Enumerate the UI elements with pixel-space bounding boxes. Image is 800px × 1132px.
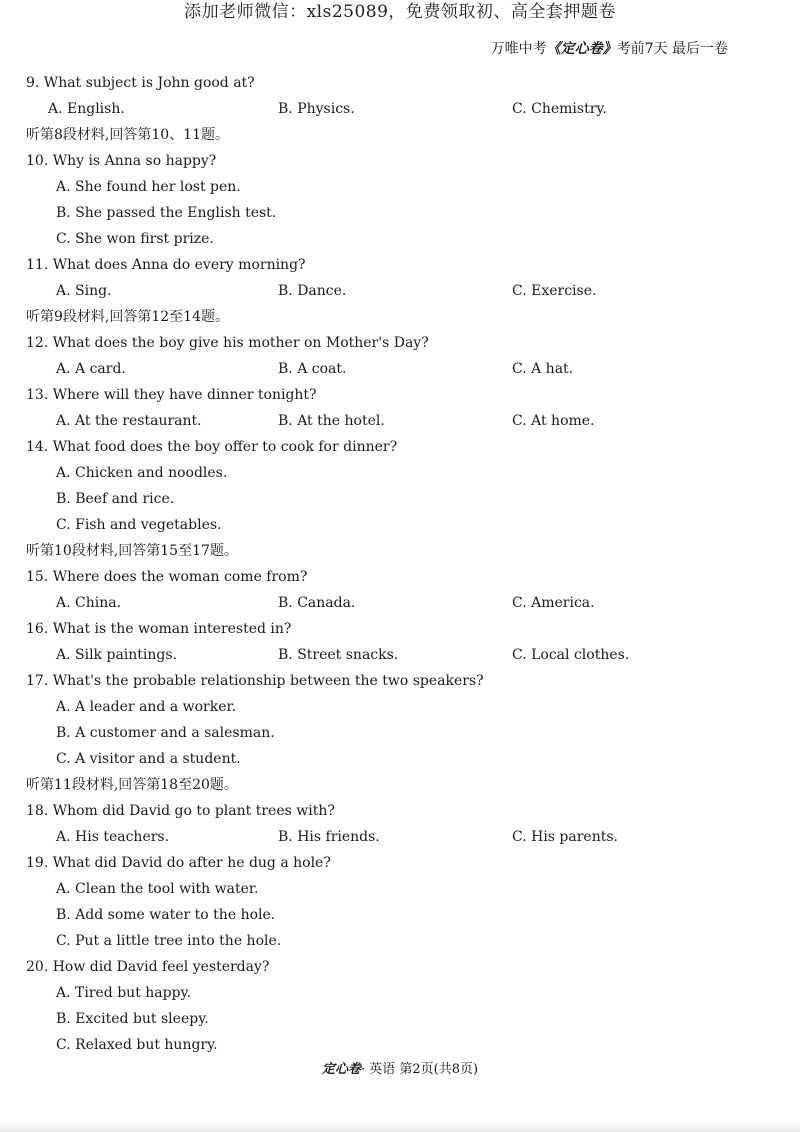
option: C. She won first prize. — [56, 231, 214, 247]
option: B. Excited but sleepy. — [56, 1011, 209, 1027]
option: A. She found her lost pen. — [56, 179, 241, 195]
question-list — [26, 70, 766, 1058]
option-a: A. At the restaurant. — [56, 413, 202, 429]
options-row — [26, 96, 766, 122]
option: C. Fish and vegetables. — [56, 517, 222, 533]
option-b: B. His friends. — [278, 829, 380, 845]
option-a: A. China. — [56, 595, 122, 611]
option-c: C. Chemistry. — [512, 101, 607, 117]
option: B. A customer and a salesman. — [56, 725, 275, 741]
option: A. Tired but happy. — [56, 985, 192, 1001]
question: 20. How did David feel yesterday? — [26, 959, 270, 975]
option-c: C. A hat. — [512, 361, 574, 377]
question: 12. What does the boy give his mother on Mother's Day? — [26, 335, 429, 351]
footer-page: · 英语 第2页(共8页) — [360, 1062, 479, 1077]
option-c: C. At home. — [512, 413, 595, 429]
scan-edge — [0, 1122, 800, 1132]
section-instruction: 听第9段材料,回答第12至14题。 — [26, 309, 229, 325]
option: B. Add some water to the hole. — [56, 907, 276, 923]
header-series: 万唯中考 — [490, 41, 547, 57]
question: 18. Whom did David go to plant trees with? — [26, 803, 335, 819]
question: 14. What food does the boy offer to cook for dinner? — [26, 439, 398, 455]
header-tail: 考前7天 最后一卷 — [616, 41, 728, 57]
question: 13. Where will they have dinner tonight? — [26, 387, 317, 403]
options-row — [26, 408, 766, 434]
option-b: B. A coat. — [278, 361, 347, 377]
option-c: C. His parents. — [512, 829, 618, 845]
option: B. Beef and rice. — [56, 491, 175, 507]
footer-brand: 定心卷 — [321, 1062, 361, 1077]
option-a: A. His teachers. — [56, 829, 170, 845]
options-row — [26, 356, 766, 382]
options-row — [26, 590, 766, 616]
question: 16. What is the woman interested in? — [26, 621, 292, 637]
question: 17. What's the probable relationship between the two speakers? — [26, 673, 484, 689]
section-instruction: 听第11段材料,回答第18至20题。 — [26, 777, 238, 793]
question: 19. What did David do after he dug a hole? — [26, 855, 331, 871]
option: A. Chicken and noodles. — [56, 465, 228, 481]
option: C. Relaxed but hungry. — [56, 1037, 218, 1053]
option-c: C. Exercise. — [512, 283, 597, 299]
page-header — [491, 38, 728, 58]
page-footer — [0, 1058, 800, 1077]
option-a: A. A card. — [56, 361, 126, 377]
option-a: A. Silk paintings. — [56, 647, 178, 663]
question: 11. What does Anna do every morning? — [26, 257, 306, 273]
options-row — [26, 642, 766, 668]
watermark-text: 添加老师微信：xls25089，免费领取初、高全套押题卷 — [184, 2, 616, 22]
options-row — [26, 278, 766, 304]
options-row — [26, 824, 766, 850]
option-c: C. America. — [512, 595, 595, 611]
option-b: B. Dance. — [278, 283, 347, 299]
option-a: A. English. — [48, 101, 125, 117]
section-instruction: 听第10段材料,回答第15至17题。 — [26, 543, 238, 559]
section-instruction: 听第8段材料,回答第10、11题。 — [26, 127, 229, 143]
question: 10. Why is Anna so happy? — [26, 153, 217, 169]
option-b: B. Canada. — [278, 595, 356, 611]
question: 15. Where does the woman come from? — [26, 569, 308, 585]
option: B. She passed the English test. — [56, 205, 277, 221]
option-a: A. Sing. — [56, 283, 112, 299]
header-brand: 《定心卷》 — [546, 41, 617, 57]
option: A. A leader and a worker. — [56, 699, 237, 715]
option: C. A visitor and a student. — [56, 751, 241, 767]
option-c: C. Local clothes. — [512, 647, 630, 663]
option-b: B. Street snacks. — [278, 647, 399, 663]
option: A. Clean the tool with water. — [56, 881, 259, 897]
option: C. Put a little tree into the hole. — [56, 933, 282, 949]
option-b: B. Physics. — [278, 101, 355, 117]
question: 9. What subject is John good at? — [26, 75, 255, 91]
option-b: B. At the hotel. — [278, 413, 385, 429]
